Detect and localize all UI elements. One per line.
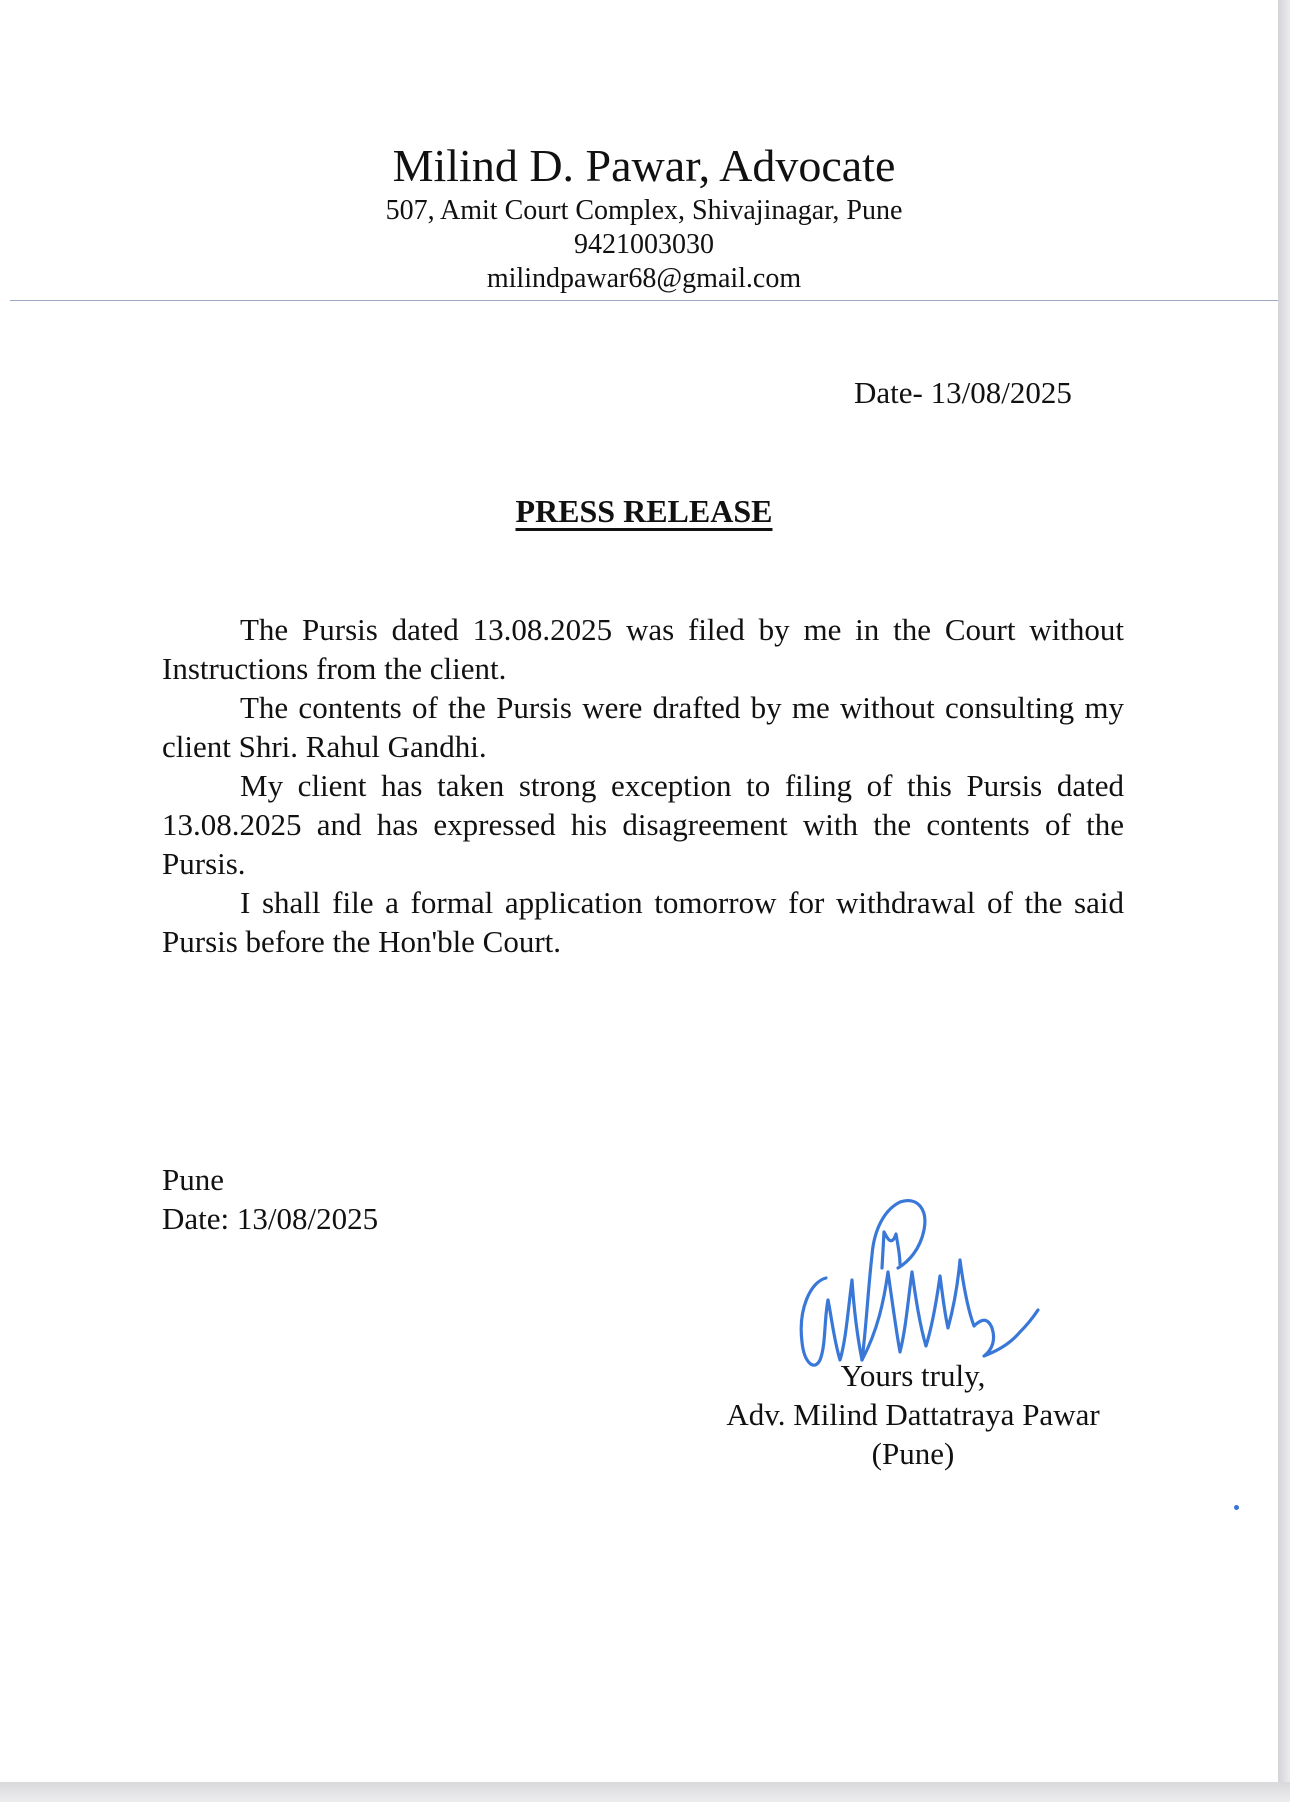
body-paragraph: My client has taken strong exception to filing of this Pursis dated 13.08.2025 and has expressed his disagreement with the contents of the Pursis. — [162, 768, 1124, 881]
document-body — [162, 610, 1124, 961]
letterhead — [0, 138, 1288, 296]
handwritten-signature — [788, 1160, 1058, 1380]
signature-strokes — [801, 1201, 1038, 1366]
letterhead-name: Milind D. Pawar, Advocate — [392, 140, 896, 191]
letterhead-address: 507, Amit Court Complex, Shivajinagar, Pune — [385, 195, 903, 226]
page-bottom-shadow — [0, 1782, 1290, 1802]
ink-dot — [1234, 1505, 1239, 1510]
page-edge-shadow — [1278, 0, 1290, 1802]
body-paragraph: I shall file a formal application tomorrow for withdrawal of the said Pursis before the Hon'ble Court. — [162, 885, 1124, 959]
document-title: PRESS RELEASE — [515, 493, 773, 529]
place-and-date — [162, 1160, 378, 1238]
body-paragraph: The contents of the Pursis were drafted by me without consulting my client Shri. Rahul Gandhi. — [162, 690, 1124, 764]
signatory-location: (Pune) — [871, 1436, 955, 1471]
document-date: Date- 13/08/2025 — [854, 375, 1072, 410]
body-paragraph: The Pursis dated 13.08.2025 was filed by me in the Court without Instructions from the client. — [162, 612, 1124, 686]
signature-stroke — [801, 1201, 925, 1366]
signature-stroke — [882, 1232, 900, 1268]
signature-stroke — [862, 1260, 1038, 1360]
signatory-name: Adv. Milind Dattatraya Pawar — [726, 1397, 1100, 1432]
letterhead-email: milindpawar68@gmail.com — [486, 263, 802, 294]
place-label: Pune — [162, 1162, 224, 1197]
letterhead-divider — [10, 300, 1278, 301]
letterhead-phone: 9421003030 — [574, 229, 714, 260]
footer-date: Date: 13/08/2025 — [162, 1201, 379, 1236]
closing-salutation: Yours truly, — [840, 1358, 986, 1393]
closing-block — [688, 1356, 1138, 1473]
